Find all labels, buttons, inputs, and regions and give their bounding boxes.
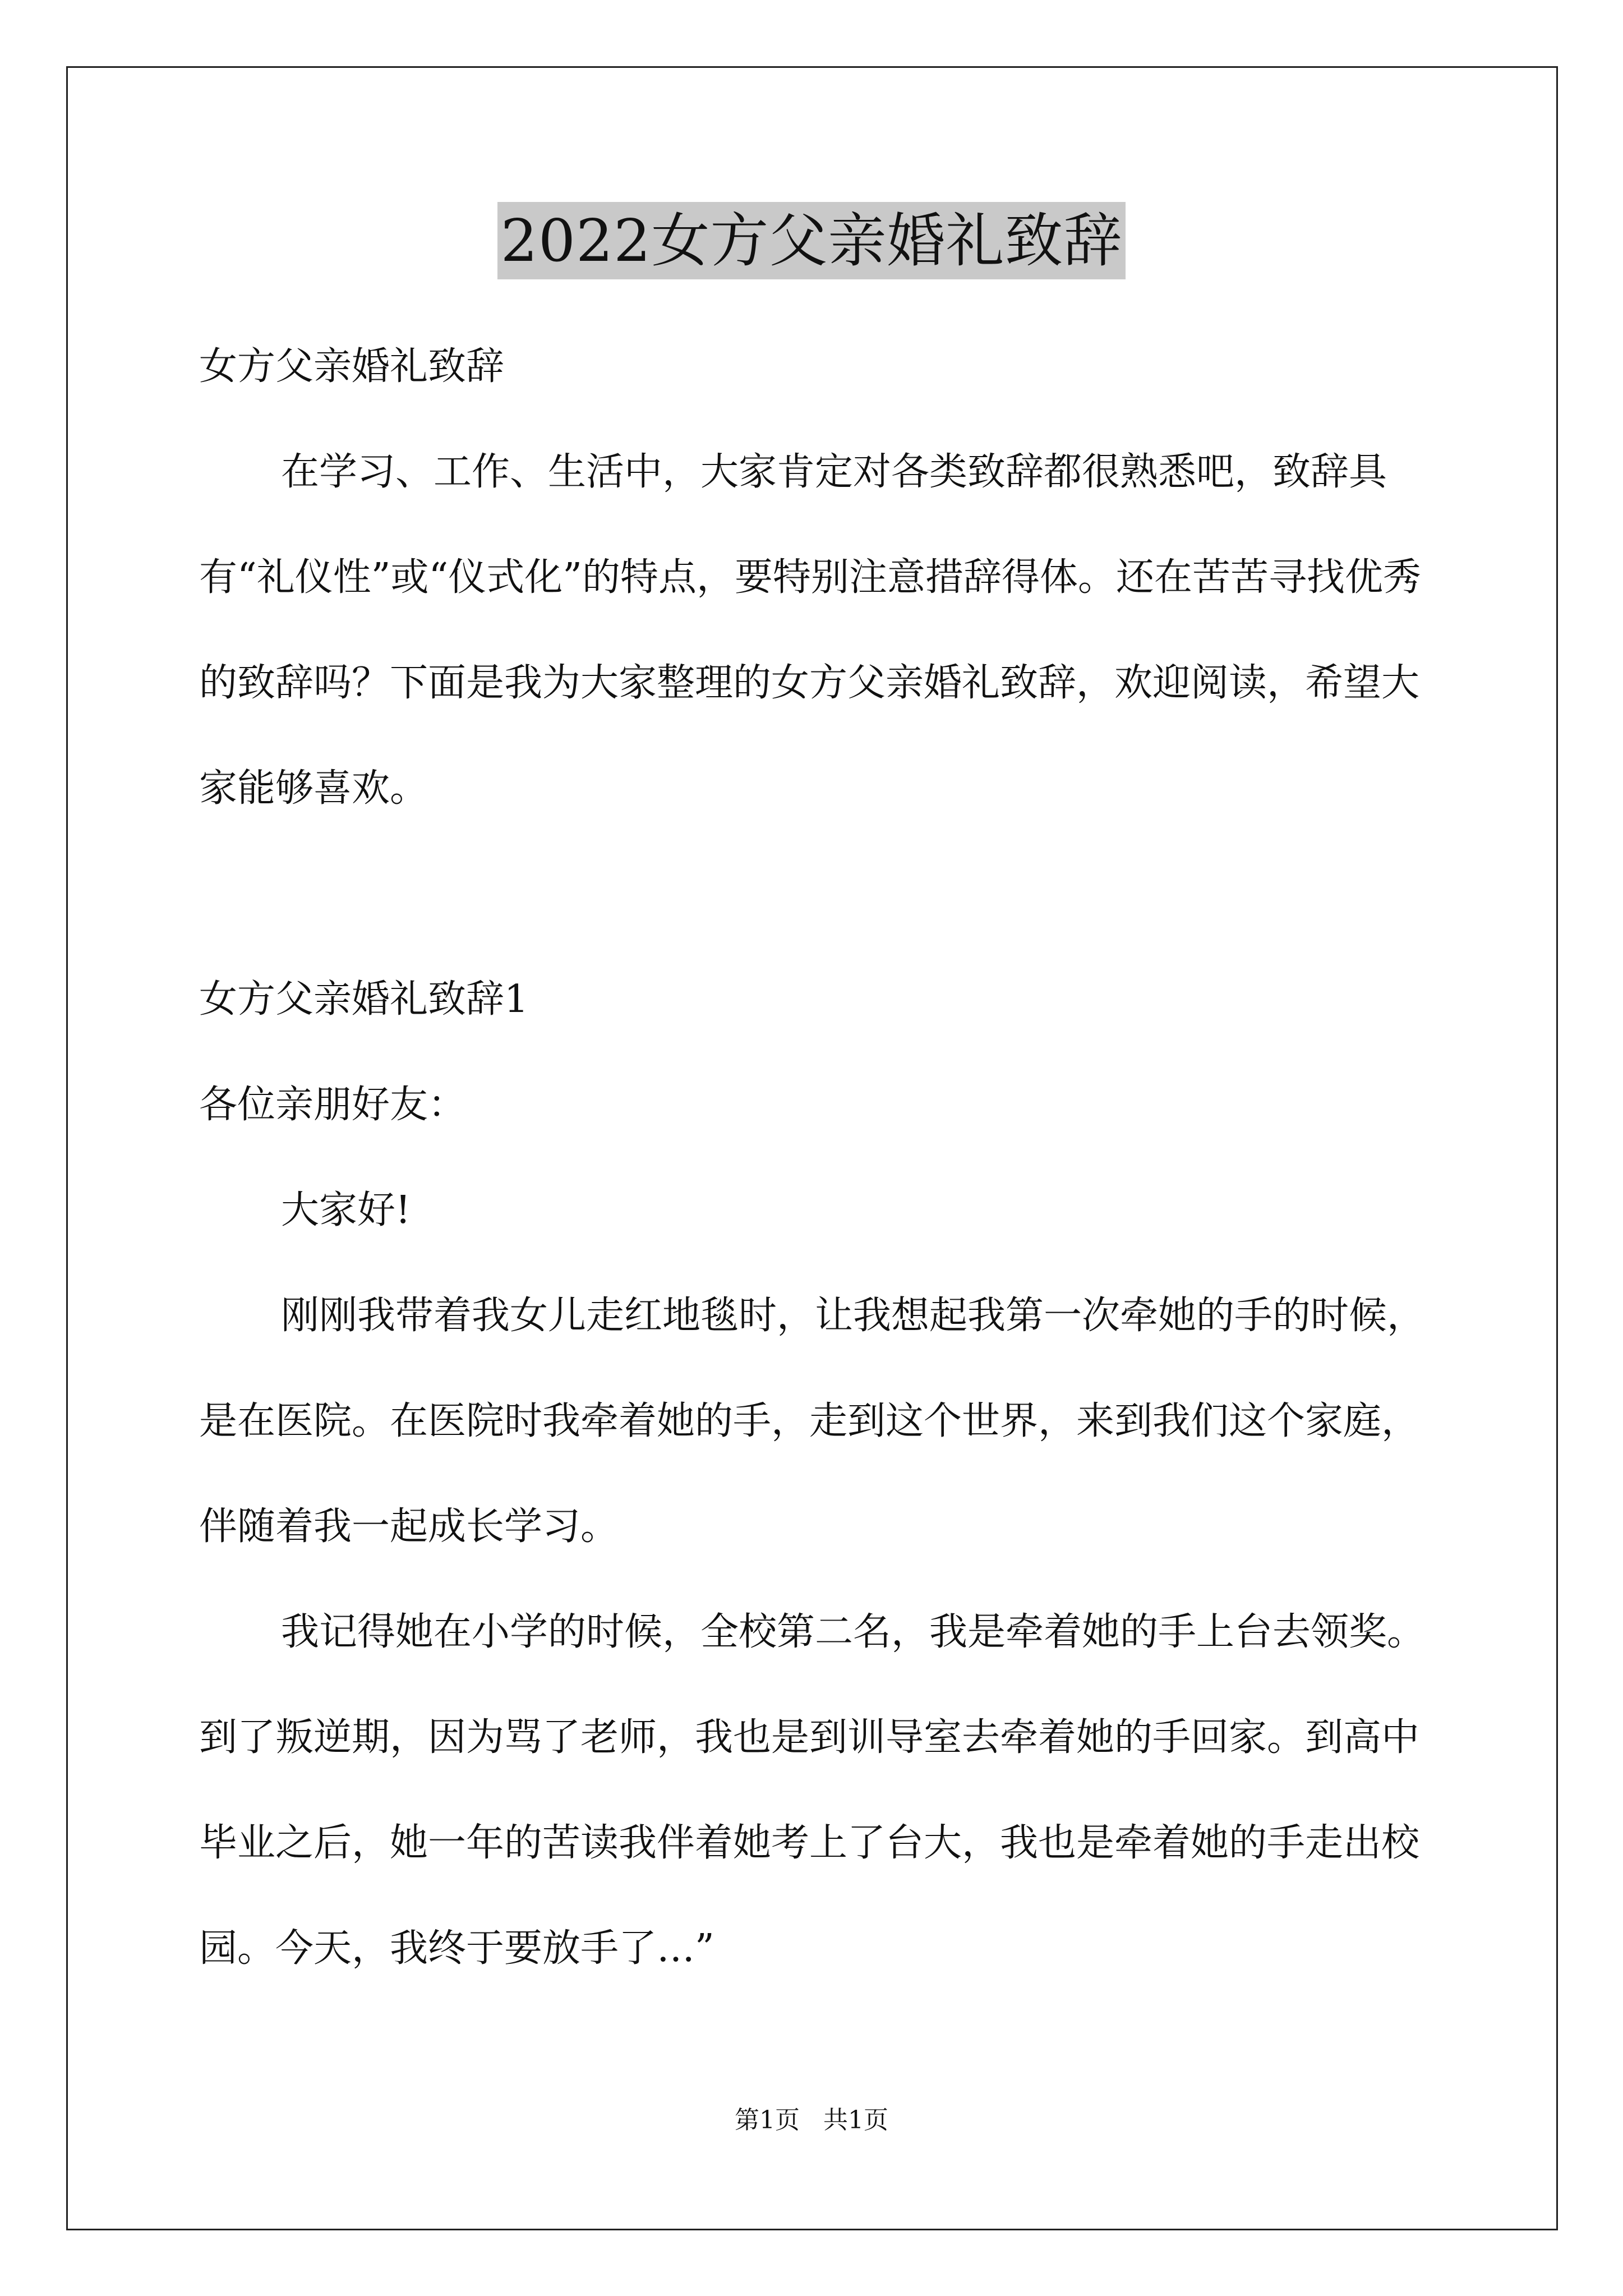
section-title: 女方父亲婚礼致辞1 — [199, 977, 529, 1022]
greeting: 大家好! — [281, 1188, 411, 1232]
title-wrap — [0, 202, 1623, 279]
salutation: 各位亲朋好友： — [199, 1083, 467, 1127]
page-current: 第1页 — [735, 2106, 800, 2134]
page-total: 共1页 — [823, 2106, 888, 2134]
document-title: 2022女方父亲婚礼致辞 — [497, 202, 1126, 279]
paragraph-1: 刚刚我带着我女儿走红地毯时，让我想起我第一次牵她的手的时候，是在医院。在医院时我牵着她的手，走到这个世界，来到我们这个家庭，伴随着我一起成长学习。 — [199, 1294, 1426, 1549]
page-footer — [0, 2104, 1623, 2137]
document-body — [199, 314, 1433, 2001]
subtitle: 女方父亲婚礼致辞 — [199, 344, 505, 389]
paragraph-2: 我记得她在小学的时候，全校第二名，我是牵着她的手上台去领奖。到了叛逆期，因为骂了老师，我也是到训导室去牵着她的手回家。到高中毕业之后，她一年的苦读我伴着她考上了台大，我也是牵着她的手走出校园。今天，我终于要放手了…” — [199, 1610, 1426, 1971]
intro-paragraph: 在学习、工作、生活中，大家肯定对各类致辞都很熟悉吧，致辞具有“礼仪性”或“仪式化”的特点，要特别注意措辞得体。还在苦苦寻找优秀的致辞吗？下面是我为大家整理的女方父亲婚礼致辞，欢迎阅读，希望大家能够喜欢。 — [199, 450, 1422, 811]
